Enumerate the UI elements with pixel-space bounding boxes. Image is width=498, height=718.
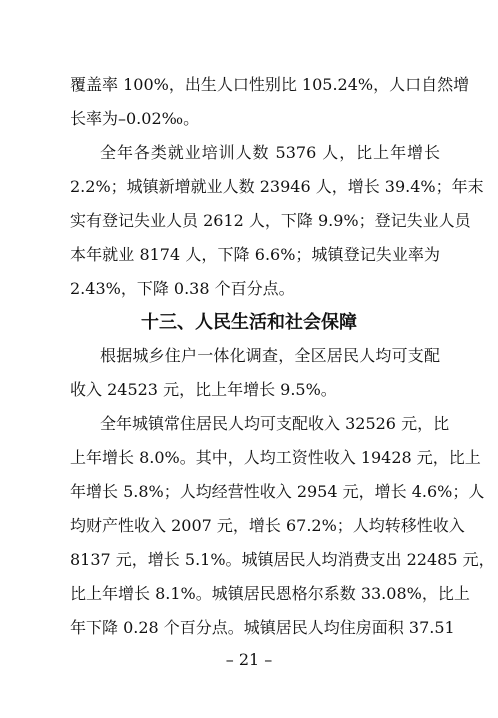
text-line: 比上年增长 8.1%。城镇居民恩格尔系数 33.08%，比上 <box>70 584 470 603</box>
text-line: 覆盖率 100%，出生人口性别比 105.24%，人口自然增 <box>70 75 470 94</box>
text-line: 年下降 0.28 个百分点。城镇居民人均住房面积 37.51 <box>70 618 455 637</box>
text-line: 收入 24523 元，比上年增长 9.5%。 <box>70 380 337 399</box>
text-line: 2.43%，下降 0.38 个百分点。 <box>70 279 295 298</box>
text-line: 8137 元，增长 5.1%。城镇居民人均消费支出 22485 元， <box>70 550 495 569</box>
text-line: 长率为–0.02‰。 <box>70 109 200 128</box>
text-line: 全年各类就业培训人数 5376 人，比上年增长 <box>100 143 440 162</box>
page-number: – 21 – <box>225 650 273 669</box>
text-line: 根据城乡住户一体化调查，全区居民人均可支配 <box>100 346 440 365</box>
text-line: 均财产性收入 2007 元，增长 67.2%；人均转移性收入 <box>70 516 465 535</box>
text-line: 2.2%；城镇新增就业人数 23946 人，增长 39.4%；年末 <box>70 177 484 196</box>
text-line: 年增长 5.8%；人均经营性收入 2954 元，增长 4.6%；人 <box>70 482 485 501</box>
section-heading: 十三、人民生活和社会保障 <box>141 312 357 333</box>
text-line: 上年增长 8.0%。其中，人均工资性收入 19428 元，比上 <box>70 448 481 467</box>
text-line: 本年就业 8174 人，下降 6.6%；城镇登记失业率为 <box>70 245 440 264</box>
text-line: 实有登记失业人员 2612 人，下降 9.9%；登记失业人员 <box>70 211 471 230</box>
text-line: 全年城镇常住居民人均可支配收入 32526 元，比 <box>100 414 450 433</box>
